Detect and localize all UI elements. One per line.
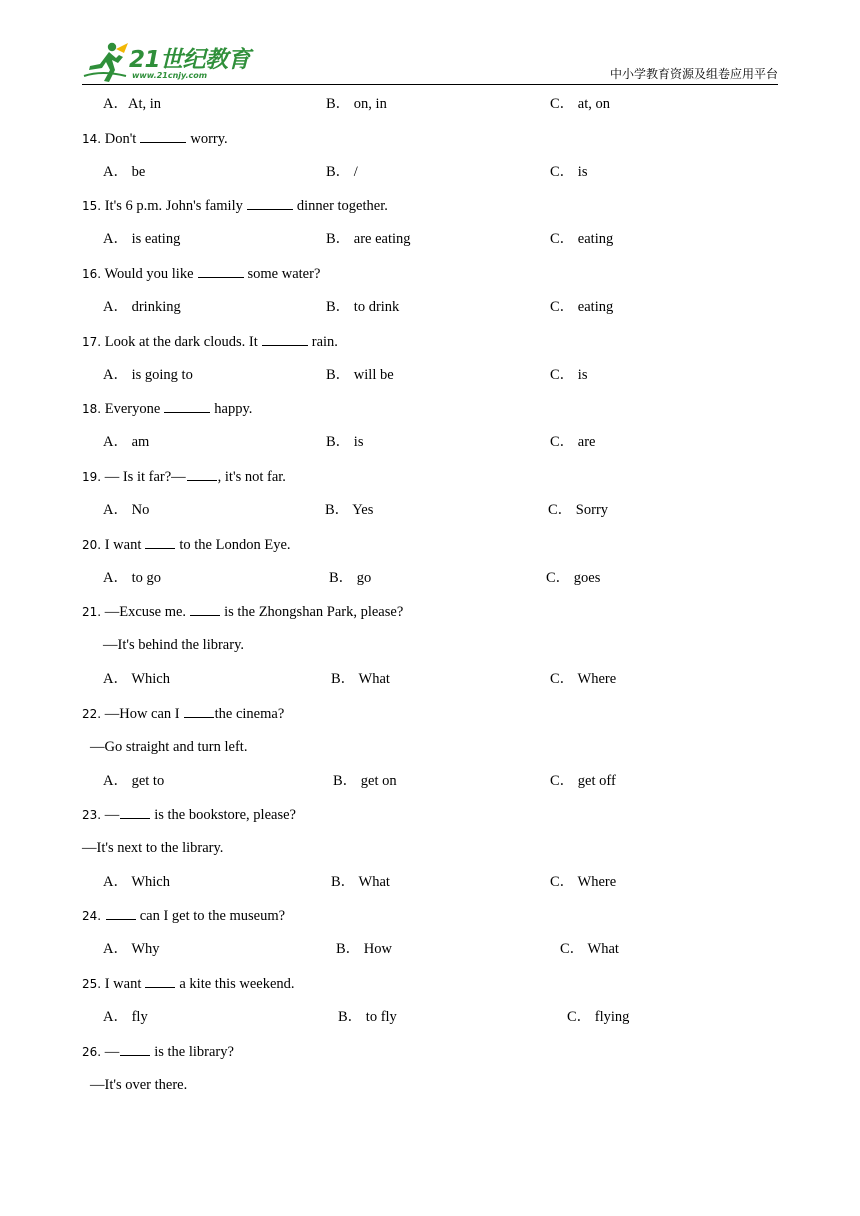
option-c: C． eating: [550, 299, 614, 315]
question-text: is the Zhongshan Park, please?: [224, 604, 404, 620]
question-number: 23.: [82, 808, 102, 822]
question-stem: [82, 805, 296, 824]
question-text: the cinema?: [214, 706, 285, 722]
question-number: 25.: [82, 977, 102, 991]
option-a: A． Which: [103, 874, 170, 890]
option-c: C． Where: [550, 874, 617, 890]
question-stem: [82, 467, 286, 486]
option-c: C． Sorry: [548, 502, 609, 518]
answer-blank: [184, 704, 214, 718]
option-b: B． are eating: [326, 231, 411, 247]
question-text: a kite this weekend.: [179, 976, 295, 992]
question-text: —: [104, 1044, 120, 1060]
option-a: A． be: [103, 164, 146, 180]
option-b: B． What: [331, 671, 390, 687]
answer-blank: [187, 467, 217, 481]
option-b: B． get on: [333, 773, 397, 789]
question-stem: [82, 906, 285, 925]
option-b: B． How: [336, 941, 392, 957]
option-c: C． get off: [550, 773, 616, 789]
question-number: 21.: [82, 605, 102, 619]
page-header: [0, 0, 860, 90]
question-stem: [82, 129, 228, 148]
option-b: B． will be: [326, 367, 394, 383]
option-c: C． is: [550, 164, 588, 180]
answer-blank: [262, 332, 308, 346]
question-text: —Excuse me.: [104, 604, 187, 620]
question-stem: [82, 1042, 234, 1061]
question-text: Don't: [104, 131, 137, 147]
option-b: B． /: [326, 164, 358, 180]
runner-logo-icon: [82, 40, 130, 84]
option-b: B． on, in: [326, 96, 387, 112]
question-number: 18.: [82, 402, 102, 416]
question-text: dinner together.: [296, 198, 388, 214]
option-a: A． fly: [103, 1009, 148, 1025]
question-number: 17.: [82, 335, 102, 349]
option-b: B． to fly: [338, 1009, 397, 1025]
question-text: —How can I: [104, 706, 180, 722]
answer-blank: [140, 129, 186, 143]
option-b: B． to drink: [326, 299, 400, 315]
option-a: A． drinking: [103, 299, 181, 315]
option-c: C． is: [550, 367, 588, 383]
question-stem: [82, 704, 284, 723]
option-c: C． eating: [550, 231, 614, 247]
logo-url: www.21cnjy.com: [132, 71, 208, 80]
option-b: B． go: [329, 570, 372, 586]
answer-blank: [198, 264, 244, 278]
question-text: I want: [104, 537, 142, 553]
question-text: happy.: [214, 401, 253, 417]
answer-blank: [106, 906, 136, 920]
question-text: worry.: [190, 131, 228, 147]
question-text: Would you like: [104, 266, 194, 282]
platform-title: 中小学教育资源及组卷应用平台: [609, 67, 778, 81]
question-stem: [82, 399, 252, 418]
question-number: 20.: [82, 538, 102, 552]
question-stem: [82, 602, 403, 621]
question-number: 24.: [82, 909, 102, 923]
option-b: B． What: [331, 874, 390, 890]
option-a: A． get to: [103, 773, 165, 789]
question-text: It's 6 p.m. John's family: [104, 198, 243, 214]
question-text: , it's not far.: [217, 469, 286, 485]
logo: [82, 40, 252, 86]
logo-wordmark: 21世纪教育: [129, 47, 251, 73]
option-a: A．At, in: [103, 96, 161, 112]
question-stem: [82, 196, 388, 215]
question-text: is the library?: [154, 1044, 234, 1060]
answer-blank: [120, 1042, 150, 1056]
option-a: A． No: [103, 502, 150, 518]
question-text: —: [104, 807, 120, 823]
option-c: C． Where: [550, 671, 617, 687]
question-text: can I get to the museum?: [139, 908, 286, 924]
question-text: Look at the dark clouds. It: [104, 334, 258, 350]
question-stem: [82, 264, 320, 283]
option-c: C． goes: [546, 570, 601, 586]
option-b: B． Yes: [325, 502, 374, 518]
option-b: B． is: [326, 434, 364, 450]
dialogue-reply: —It's next to the library.: [82, 840, 224, 856]
option-a: A． is going to: [103, 367, 193, 383]
question-text: I want: [104, 976, 142, 992]
question-number: 22.: [82, 707, 102, 721]
answer-blank: [247, 196, 293, 210]
option-c: C． are: [550, 434, 596, 450]
dialogue-reply: —Go straight and turn left.: [90, 739, 248, 755]
option-a: A． is eating: [103, 231, 181, 247]
option-a: A． Which: [103, 671, 170, 687]
question-number: 14.: [82, 132, 102, 146]
question-number: 26.: [82, 1045, 102, 1059]
question-text: rain.: [311, 334, 338, 350]
question-text: to the London Eye.: [179, 537, 291, 553]
question-text: some water?: [247, 266, 321, 282]
question-stem: [82, 535, 291, 554]
dialogue-reply: —It's behind the library.: [103, 637, 244, 653]
answer-blank: [190, 602, 220, 616]
dialogue-reply: —It's over there.: [90, 1077, 188, 1093]
question-number: 16.: [82, 267, 102, 281]
answer-blank: [120, 805, 150, 819]
option-c: C． What: [560, 941, 619, 957]
question-number: 15.: [82, 199, 102, 213]
question-stem: [82, 974, 295, 993]
question-text: Everyone: [104, 401, 161, 417]
option-a: A． am: [103, 434, 150, 450]
answer-blank: [145, 535, 175, 549]
question-stem: [82, 332, 338, 351]
answer-blank: [164, 399, 210, 413]
option-c: C． at, on: [550, 96, 611, 112]
question-text: is the bookstore, please?: [154, 807, 296, 823]
option-c: C． flying: [567, 1009, 630, 1025]
answer-blank: [145, 974, 175, 988]
option-a: A． to go: [103, 570, 161, 586]
question-number: 19.: [82, 470, 102, 484]
header-rule: [82, 84, 778, 85]
question-text: — Is it far?—: [104, 469, 186, 485]
option-a: A． Why: [103, 941, 160, 957]
